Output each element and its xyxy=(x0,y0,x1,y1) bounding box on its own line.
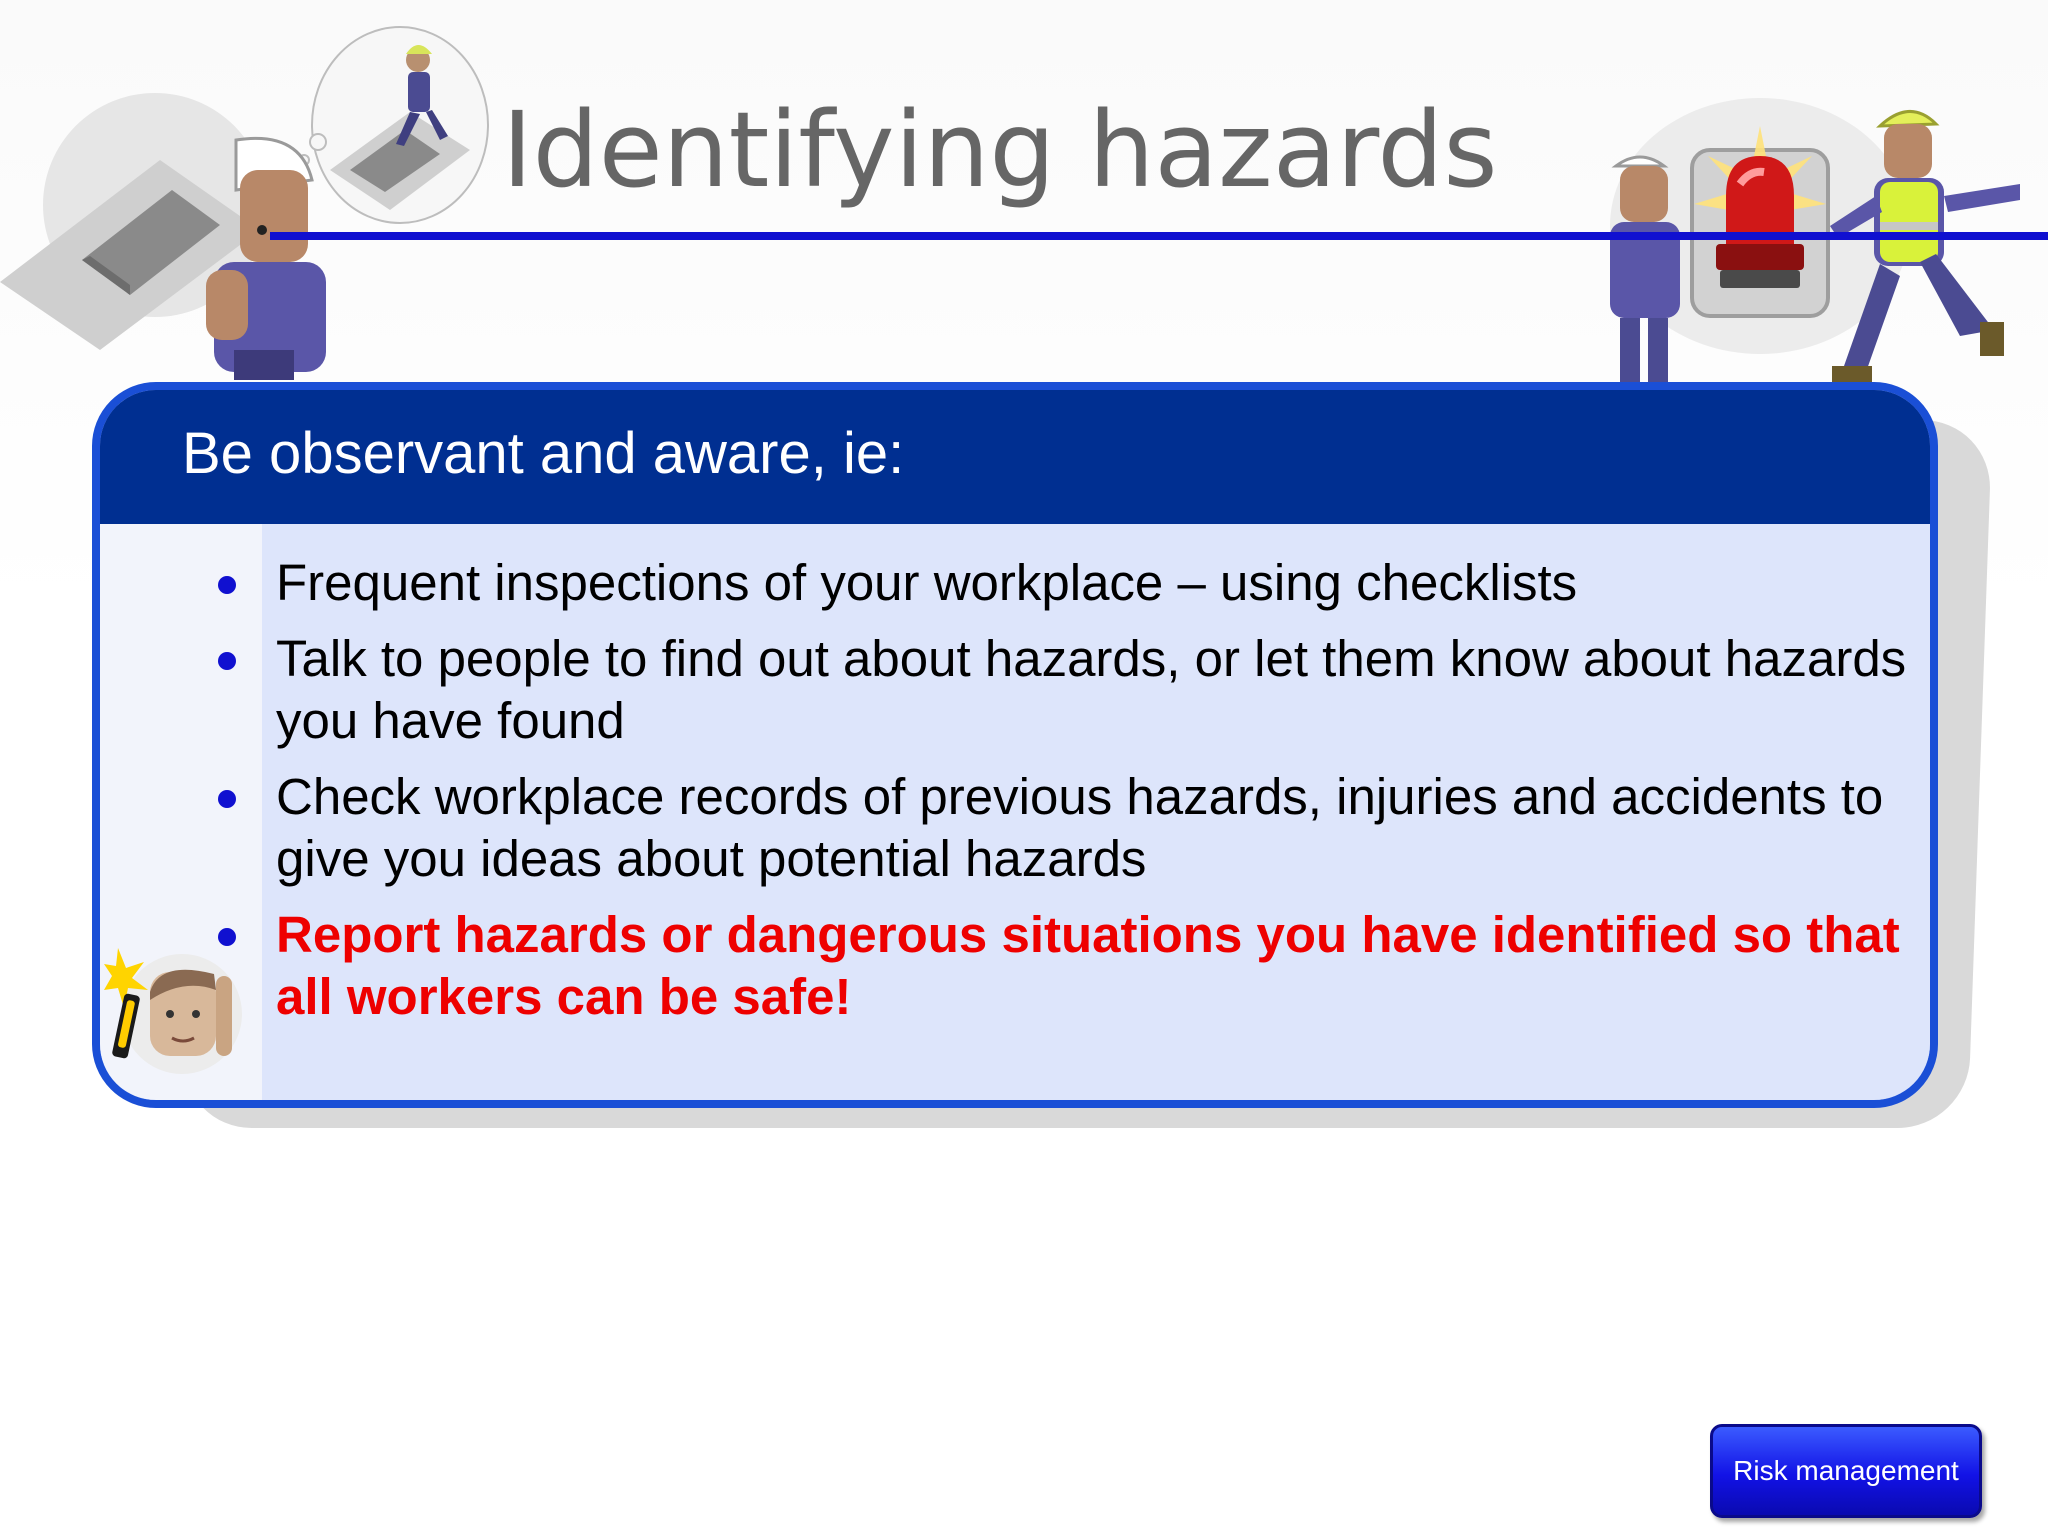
bullet-dot-icon xyxy=(218,576,236,594)
idea-character-icon xyxy=(104,934,254,1084)
bullet-list xyxy=(212,552,1912,1042)
bullet-text: Talk to people to find out about hazards, or let them know about hazards you have found xyxy=(276,630,1907,749)
worker-thinking-illustration xyxy=(0,20,500,380)
bullet-dot-icon xyxy=(218,790,236,808)
card-header xyxy=(100,390,1930,524)
card-heading: Be observant and aware, ie: xyxy=(182,421,905,486)
list-item xyxy=(212,628,1912,752)
list-item xyxy=(212,552,1912,614)
risk-management-button[interactable]: Risk management xyxy=(1710,1424,1982,1518)
bullet-text: Check workplace records of previous hazards, injuries and accidents to give you ideas about potential hazards xyxy=(276,768,1884,887)
bullet-dot-icon xyxy=(218,652,236,670)
list-item-alert xyxy=(212,904,1912,1028)
slide-title: Identifying hazards xyxy=(502,89,1498,211)
title-divider xyxy=(270,232,2048,240)
list-item xyxy=(212,766,1912,890)
bullet-text: Frequent inspections of your workplace – using checklists xyxy=(276,554,1578,611)
bullet-text-alert: Report hazards or dangerous situations you have identified so that all workers can be safe! xyxy=(276,906,1900,1025)
alarm-workers-illustration xyxy=(1580,86,2048,426)
